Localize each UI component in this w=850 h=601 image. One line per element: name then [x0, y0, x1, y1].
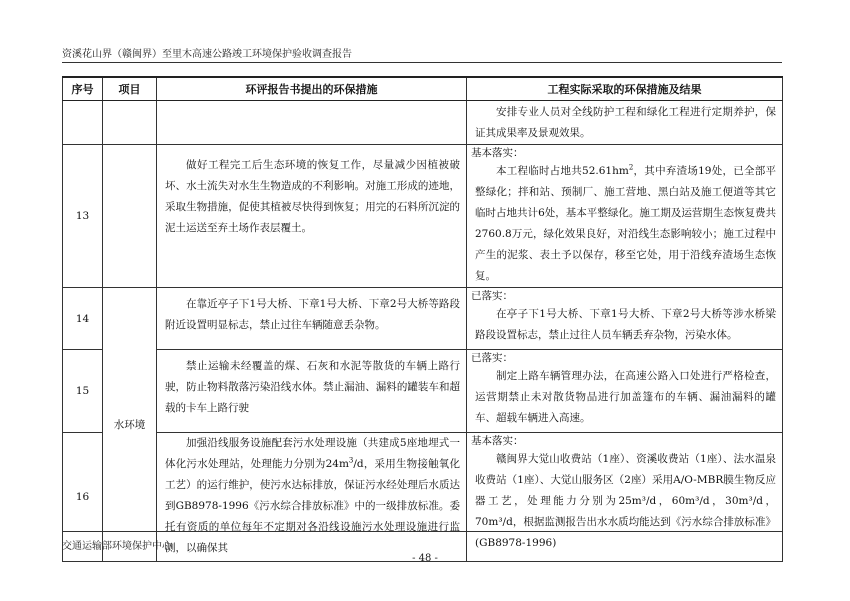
row-number: 15 [63, 350, 103, 433]
eia-cell [157, 288, 467, 350]
document-header: 资溪花山界（赣闽界）至里木高速公路竣工环境保护验收调查报告 [62, 49, 352, 60]
row-item-cell [103, 101, 157, 145]
page-number: - 48 - [412, 553, 438, 564]
actual-text: 本工程临时占地共$52.61hm^2$，其中弃渣场19处，已全部平整绿化；拌和站、预制厂、施工营地、黑白站及施工便道等其它临时占地共计6处，基本平整绿化。施工期及运营期生态恢复费共2760.8万元，绿化效果良好，对沿线生态影响较小；施工过程中产生的泥浆、表土予以保存，移至它处，用于沿线弃渣场生态恢复。 [475, 163, 776, 282]
eia-cell [157, 101, 467, 145]
header-divider [62, 62, 782, 63]
status-label: 基本落实： [471, 435, 524, 447]
row-number: 14 [63, 288, 103, 350]
actual-text: 制定上路车辆管理办法，在高速公路入口处进行严格检查，运营期禁止未对散货物品进行加盖篷布的车辆、漏油漏料的罐车、超载车辆进入高速。 [475, 370, 776, 424]
actual-cell [467, 433, 783, 562]
table-row [63, 101, 783, 145]
status-label: 已落实： [471, 290, 513, 302]
eia-text: 加强沿线服务设施配套污水处理设施（共建成5座地埋式一体化污水处理站，处理能力分别为$24m^3/d$，采用生物接触氧化工艺）的运行维护，使污水达标排放，保证污水经处理后水质达到GB8978-1996《污水综合排放标准》中的一级排放标准。委托有资质的单位每年不定期对各沿线设施污水处理设施进行监测，以确保其 [165, 437, 460, 554]
row-num-cell [63, 101, 103, 145]
footer-divider [62, 531, 782, 532]
col-header-item: 项目 [103, 77, 157, 101]
row-number: 13 [63, 145, 103, 288]
eia-cell [157, 145, 467, 288]
status-label: 已落实： [471, 352, 513, 364]
col-header-eia: 环评报告书提出的环保措施 [157, 77, 467, 101]
actual-cell [467, 288, 783, 350]
footer-organization: 交通运输部环境保护中心 [62, 541, 172, 552]
table-header-row [63, 77, 783, 101]
status-label: 基本落实： [471, 147, 524, 159]
eia-text: 做好工程完工后生态环境的恢复工作，尽量减少因植被破坏、水土流失对水生生物造成的不利影响。对施工形成的迹地，采取生物措施，促使其植被尽快得到恢复；用完的石料所沉淀的泥土运送至弃土场作表层覆土。 [165, 159, 460, 234]
col-header-num: 序号 [63, 77, 103, 101]
table-row [63, 145, 783, 288]
row-number: 16 [63, 433, 103, 562]
row-item-cell [103, 145, 157, 288]
actual-text: 在亭子下1号大桥、下章1号大桥、下章2号大桥等涉水桥梁路段设置标志，禁止过往人员车辆丢弃杂物，污染水体。 [475, 308, 776, 341]
actual-text: 安排专业人员对全线防护工程和绿化工程进行定期养护，保证其成果率及景观效果。 [475, 106, 776, 139]
table-row [63, 288, 783, 350]
col-header-actual: 工程实际采取的环保措施及结果 [467, 77, 783, 101]
category-label: 水环境 [103, 288, 157, 562]
eia-cell [157, 350, 467, 433]
actual-cell [467, 350, 783, 433]
actual-cell [467, 101, 783, 145]
eia-cell [157, 433, 467, 562]
measures-table [62, 76, 783, 562]
eia-text: 在靠近亭子下1号大桥、下章1号大桥、下章2号大桥等路段附近设置明显标志，禁止过往车辆随意丢杂物。 [165, 298, 460, 331]
table-row [63, 350, 783, 433]
actual-text: 赣闽界大觉山收费站（1座）、资溪收费站（1座）、法水温泉收费站（1座）、大觉山服务区（2座）采用A/O-MBR膜生物反应器工艺，处理能力分别为25m³/d，60m³/d，30m³/d，70m³/d，根据监测报告出水水质均能达到《污水综合排放标准》(GB8978-1996) [475, 453, 776, 549]
eia-text: 禁止运输未经覆盖的煤、石灰和水泥等散货的车辆上路行驶，防止物料散落污染沿线水体。禁止漏油、漏料的罐装车和超载的卡车上路行驶 [165, 360, 460, 414]
actual-cell [467, 145, 783, 288]
